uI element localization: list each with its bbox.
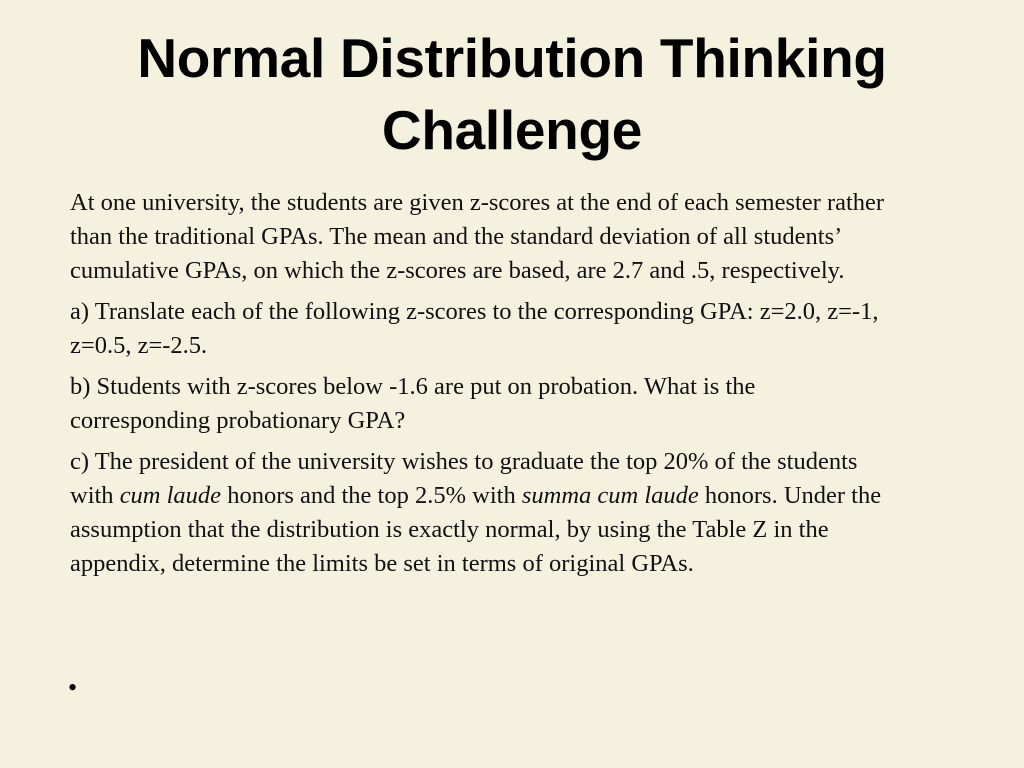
question-a: a) Translate each of the following z-scores to the corresponding GPA: z=2.0, z=-1, z=0.5, z=-2.5.: [70, 298, 879, 359]
question-c: [70, 445, 900, 581]
question-c-summa-cum-laude: summa cum laude: [521, 482, 699, 509]
empty-bullet: •: [68, 673, 78, 702]
intro-paragraph: At one university, the students are given z-scores at the end of each semester rather than the traditional GPAs. The mean and the standard deviation of all students’ cumulative GPAs, on which the z-scores are based, are 2.7 and .5, respectively.: [70, 189, 885, 284]
question-b: b) Students with z-scores below -1.6 are put on probation. What is the corresponding probationary GPA?: [70, 373, 756, 434]
slide-body: [70, 186, 900, 588]
question-c-text-3: honors. Under the assumption that the distribution is exactly normal, by using the Table Z in the appendix, determine the limits be set in terms of original GPAs.: [70, 482, 882, 577]
question-c-text-2: honors and the top 2.5% with: [221, 482, 522, 509]
question-c-cum-laude: cum laude: [119, 482, 222, 509]
slide-title: Normal Distribution Thinking Challenge: [137, 27, 887, 161]
question-c-text-1: c) The president of the university wishes to graduate the top 20% of the students with: [70, 448, 858, 509]
